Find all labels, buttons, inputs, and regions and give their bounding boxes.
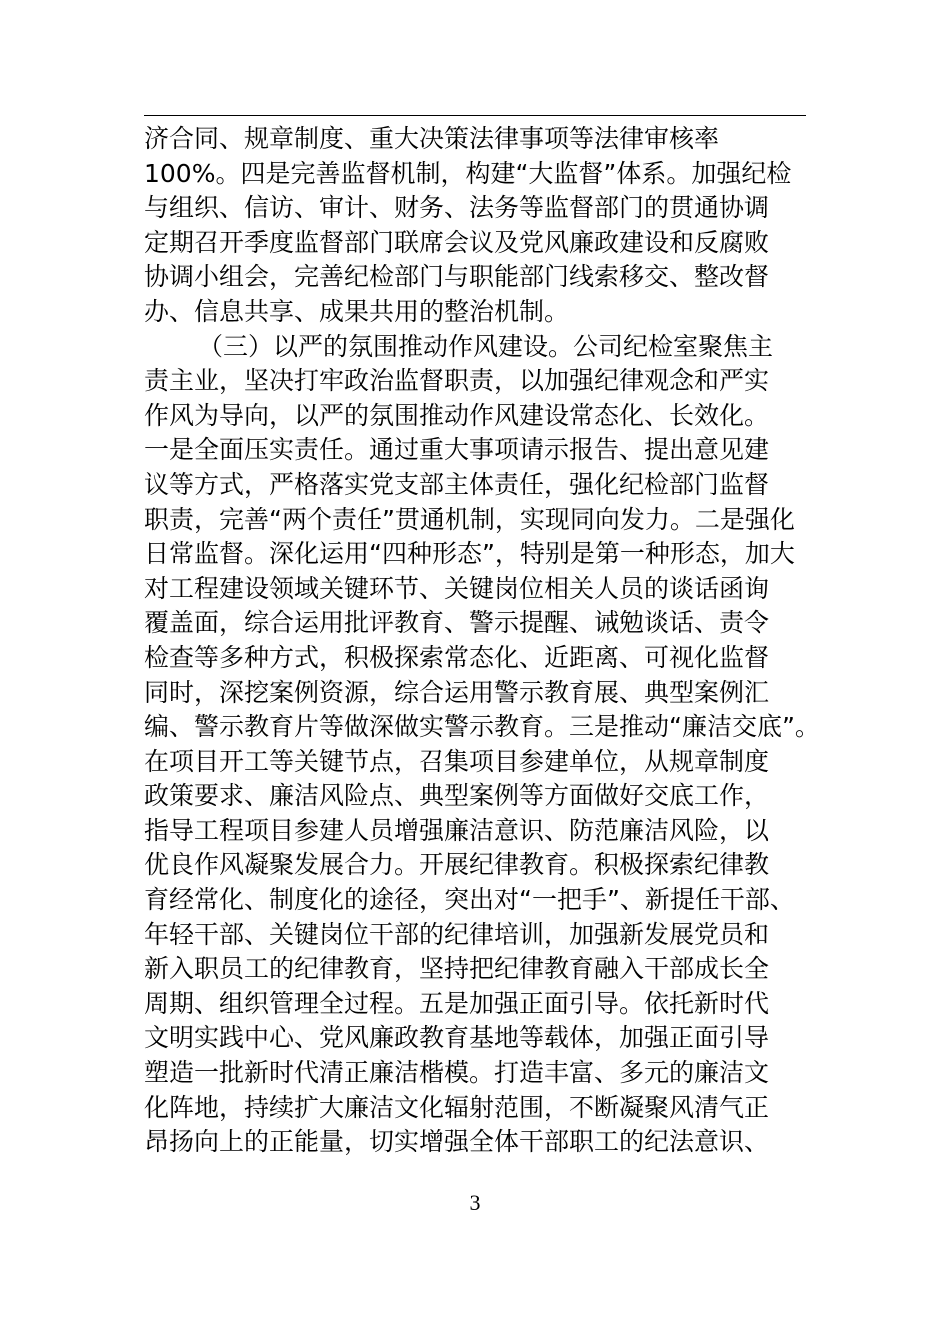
text-line: 文明实践中心、党风廉政教育基地等载体，加强正面引导 <box>144 1023 770 1053</box>
text-line: 对工程建设领域关键环节、关键岗位相关人员的谈话函询 <box>144 573 770 603</box>
text-line: 优良作风凝聚发展合力。开展纪律教育。积极探索纪律教 <box>144 850 770 880</box>
text-line: 济合同、规章制度、重大决策法律事项等法律审核率 <box>144 124 720 153</box>
text-line: 议等方式，严格落实党支部主体责任，强化纪检部门监督 <box>144 469 770 499</box>
text-line: 年轻干部、关键岗位干部的纪律培训，加强新发展党员和 <box>144 919 770 949</box>
page-number: 3 <box>469 1190 481 1215</box>
text-line: 昂扬向上的正能量，切实增强全体干部职工的纪法意识、 <box>144 1127 770 1157</box>
text-line: 指导工程项目参建人员增强廉洁意识、防范廉洁风险，以 <box>144 815 770 845</box>
text-line: 检查等多种方式，积极探索常态化、近距离、可视化监督 <box>144 642 770 672</box>
text-line: 协调小组会，完善纪检部门与职能部门线索移交、整改督 <box>144 262 770 292</box>
text-line: 政策要求、廉洁风险点、典型案例等方面做好交底工作， <box>144 781 770 811</box>
text-line: 办、信息共享、成果共用的整治机制。 <box>144 296 570 326</box>
text-line: 责主业，坚决打牢政治监督职责，以加强纪律观念和严实 <box>144 366 770 396</box>
header-rule <box>144 115 806 116</box>
section-heading-line: （三）以严的氛围推动作风建设。公司纪检室聚焦主 <box>198 331 774 361</box>
text-line: 化阵地，持续扩大廉洁文化辐射范围，不断凝聚风清气正 <box>144 1092 770 1122</box>
text-line: 覆盖面，综合运用批评教育、警示提醒、诫勉谈话、责令 <box>144 608 770 638</box>
body-text <box>144 122 844 1160</box>
text-line: 日常监督。深化运用“四种形态”，特别是第一种形态，加大 <box>144 539 795 569</box>
text-line: 育经常化、制度化的途径，突出对“一把手”、新提任干部、 <box>144 885 795 915</box>
text-line: 同时，深挖案例资源，综合运用警示教育展、典型案例汇 <box>144 677 770 707</box>
text-line: 与组织、信访、审计、财务、法务等监督部门的贯通协调 <box>144 193 770 223</box>
text-line: 职责，完善“两个责任”贯通机制，实现同向发力。二是强化 <box>144 504 795 534</box>
text-line: 在项目开工等关键节点，召集项目参建单位，从规章制度 <box>144 746 770 776</box>
text-line: 周期、组织管理全过程。五是加强正面引导。依托新时代 <box>144 988 770 1018</box>
text-line: 定期召开季度监督部门联席会议及党风廉政建设和反腐败 <box>144 227 770 257</box>
text-line: 作风为导向，以严的氛围推动作风建设常态化、长效化。 <box>144 400 770 430</box>
text-line: 新入职员工的纪律教育，坚持把纪律教育融入干部成长全 <box>144 954 770 984</box>
text-line: 编、警示教育片等做深做实警示教育。三是推动“廉洁交底”。 <box>144 712 820 742</box>
text-line: 一是全面压实责任。通过重大事项请示报告、提出意见建 <box>144 435 770 465</box>
text-line: 塑造一批新时代清正廉洁楷模。打造丰富、多元的廉洁文 <box>144 1058 770 1088</box>
text-line: 100%。四是完善监督机制，构建“大监督”体系。加强纪检 <box>144 158 792 188</box>
